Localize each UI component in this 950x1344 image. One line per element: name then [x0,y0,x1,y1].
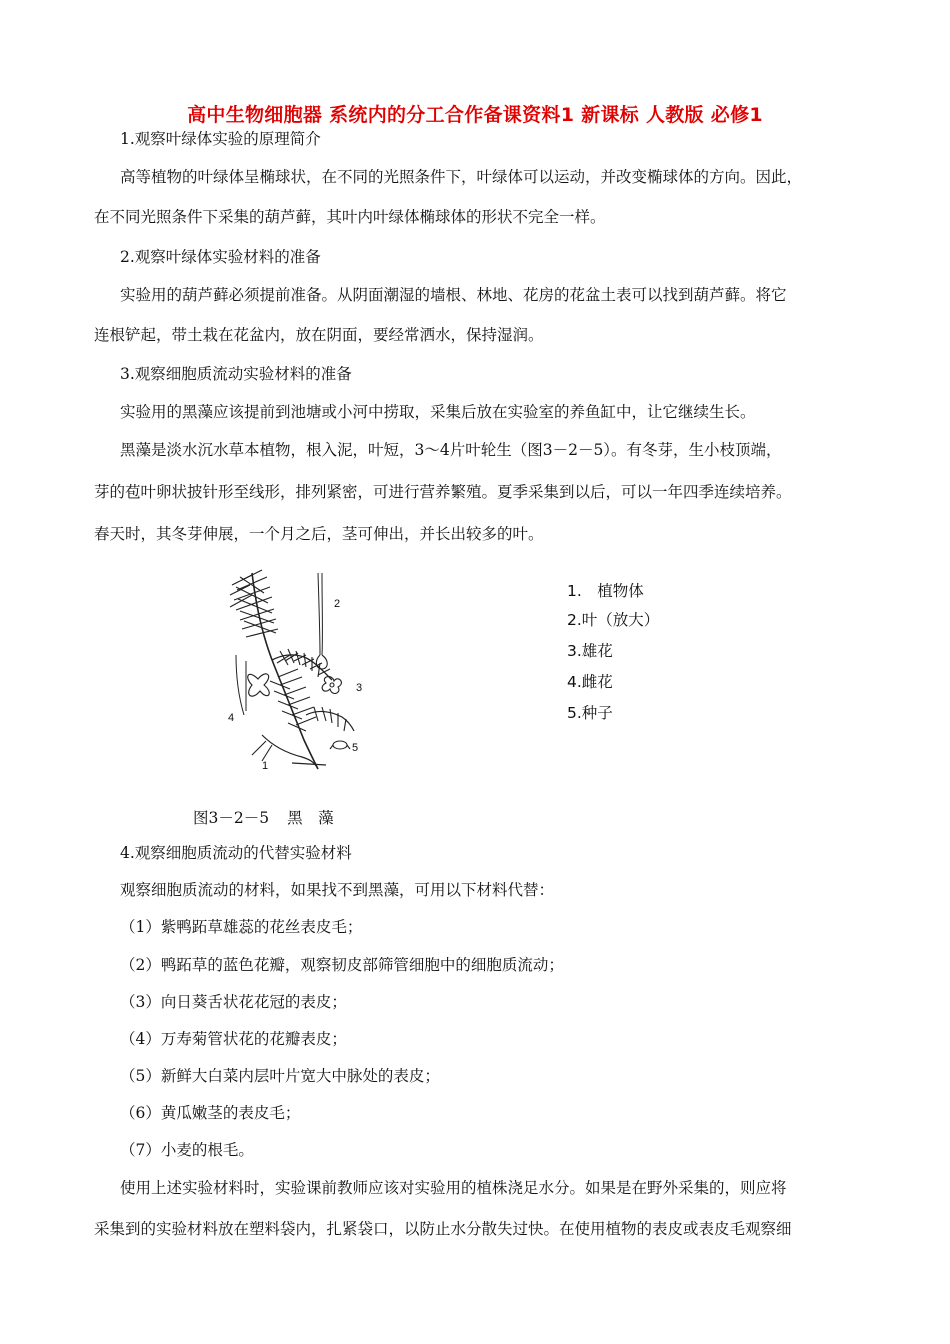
legend-item: 5.种子 [567,704,613,722]
figure-mark-5: 5 [352,742,359,754]
list-item: （7）小麦的根毛。 [120,1141,254,1159]
section-3-heading: 3.观察细胞质流动实验材料的准备 [120,365,352,383]
section-2-text-line: 连根铲起，带土栽在花盆内，放在阴面，要经常洒水，保持湿润。 [94,326,544,344]
section-4-closing-line: 使用上述实验材料时，实验课前教师应该对实验用的植株浇足水分。如果是在野外采集的，则应将 [120,1179,787,1197]
legend-item: 4.雌花 [567,673,613,691]
document-title: 高中生物细胞器 系统内的分工合作备课资料1 新课标 人教版 必修1 [187,104,763,126]
hydrilla-illustration [222,565,372,775]
section-1-text-line: 在不同光照条件下采集的葫芦藓，其叶内叶绿体椭球体的形状不完全一样。 [94,208,606,226]
figure-caption-number: 图3－2－5 [193,809,270,827]
list-item: （2）鸭跖草的蓝色花瓣，观察韧皮部筛管细胞中的细胞质流动； [120,956,564,974]
legend-item: 2.叶（放大） [567,611,660,629]
figure-caption [193,806,334,828]
figure-caption-name: 黑 藻 [287,809,334,827]
section-3-text-line: 芽的苞叶卵状披针形至线形，排列紧密，可进行营养繁殖。夏季采集到以后，可以一年四季连续培养。 [94,483,792,501]
list-item: （4）万寿菊管状花的花瓣表皮； [120,1030,347,1048]
section-4-intro: 观察细胞质流动的材料，如果找不到黑藻，可用以下材料代替： [120,881,555,899]
section-3-text-line: 春天时，其冬芽伸展，一个月之后，茎可伸出，并长出较多的叶。 [94,525,544,543]
figure-mark-1: 1 [262,760,269,772]
section-1-heading: 1.观察叶绿体实验的原理简介 [120,130,321,148]
section-2-text-line: 实验用的葫芦藓必须提前准备。从阴面潮湿的墙根、林地、花房的花盆土表可以找到葫芦藓。将它 [120,286,787,304]
legend-item: 1. 植物体 [567,582,644,600]
section-4-closing-line: 采集到的实验材料放在塑料袋内，扎紧袋口，以防止水分散失过快。在使用植物的表皮或表皮毛观察细 [94,1220,792,1238]
section-3-text-line: 黑藻是淡水沉水草本植物，根入泥，叶短，3～4片叶轮生（图3－2－5）。有冬芽，生小枝顶端， [120,441,782,459]
list-item: （5）新鲜大白菜内层叶片宽大中脉处的表皮； [120,1067,440,1085]
section-3-text-line: 实验用的黑藻应该提前到池塘或小河中捞取，采集后放在实验室的养鱼缸中，让它继续生长。 [120,403,756,421]
list-item: （6）黄瓜嫩茎的表皮毛； [120,1104,301,1122]
list-item: （3）向日葵舌状花花冠的表皮； [120,993,347,1011]
legend-item: 3.雄花 [567,642,613,660]
figure-mark-3: 3 [356,682,363,694]
section-4-heading: 4.观察细胞质流动的代替实验材料 [120,844,352,862]
figure-mark-4: 4 [228,712,235,724]
figure-mark-2: 2 [334,598,341,610]
section-2-heading: 2.观察叶绿体实验材料的准备 [120,248,321,266]
section-1-text-line: 高等植物的叶绿体呈椭球状，在不同的光照条件下，叶绿体可以运动，并改变椭球体的方向。因此， [120,168,803,186]
list-item: （1）紫鸭跖草雄蕊的花丝表皮毛； [120,918,363,936]
